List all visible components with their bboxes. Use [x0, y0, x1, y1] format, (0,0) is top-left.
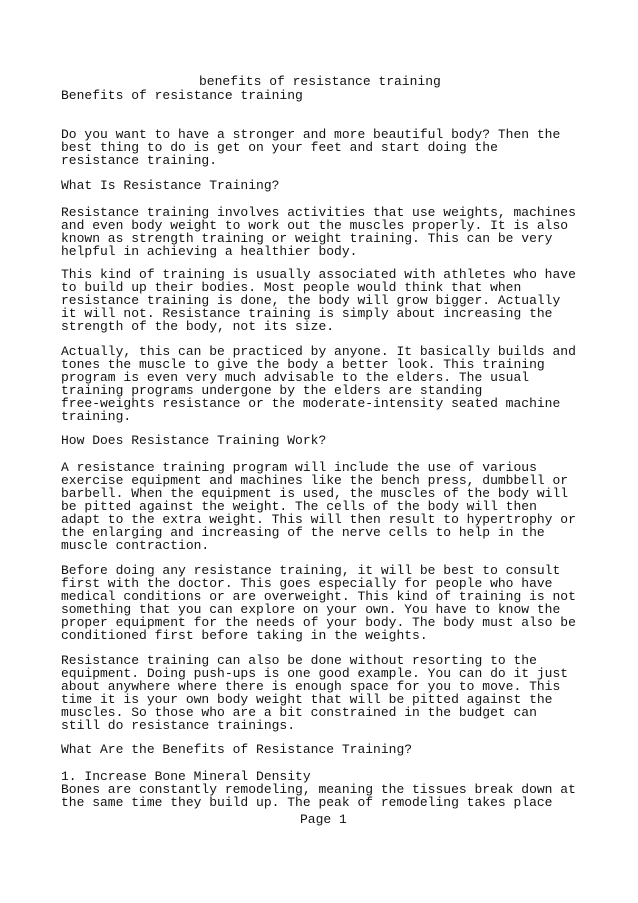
page-number: Page 1 [300, 812, 347, 827]
paragraph-line: resistance training is done, the body will grow bigger. Actually [61, 293, 561, 308]
paragraph-line: resistance training. [61, 153, 218, 168]
paragraph-line: the enlarging and increasing of the nerve cells to help in the [61, 525, 545, 540]
paragraph-line: helpful in achieving a healthier body. [61, 244, 358, 259]
paragraph-line: first with the doctor. This goes especially for people who have [61, 576, 553, 591]
paragraph-line: training programs undergone by the elders are standing [61, 383, 483, 398]
paragraph-line: This kind of training is usually associated with athletes who have [61, 267, 576, 282]
section-heading: How Does Resistance Training Work? [61, 433, 327, 448]
paragraph-line: best thing to do is get on your feet and start doing the [61, 140, 498, 155]
paragraph-line: adapt to the extra weight. This will then result to hypertrophy or [61, 512, 576, 527]
paragraph-line: tones the muscle to give the body a better look. This training [61, 357, 545, 372]
paragraph-line: Actually, this can be practiced by anyone. It basically builds and [61, 344, 576, 359]
paragraph-line: free-weights resistance or the moderate-intensity seated machine [61, 396, 561, 411]
paragraph-line: Resistance training can also be done without resorting to the [61, 653, 537, 668]
paragraph-line: conditioned first before taking in the weights. [61, 628, 428, 643]
paragraph-line: be pitted against the weight. The cells of the body will then [61, 499, 537, 514]
paragraph-line: known as strength training or weight training. This can be very [61, 231, 553, 246]
paragraph-line: exercise equipment and machines like the bench press, dumbbell or [61, 473, 569, 488]
paragraph-line: program is even very much advisable to the elders. The usual [61, 370, 530, 385]
paragraph-line: Bones are constantly remodeling, meaning the tissues break down at [61, 782, 576, 797]
paragraph-line: Before doing any resistance training, it will be best to consult [61, 563, 561, 578]
paragraph-line: proper equipment for the needs of your body. The body must also be [61, 615, 576, 630]
document-title: benefits of resistance training [199, 74, 441, 89]
section-heading: What Are the Benefits of Resistance Training? [61, 742, 413, 757]
paragraph-line: something that you can explore on your own. You have to know the [61, 602, 561, 617]
paragraph-line: the same time they build up. The peak of remodeling takes place [61, 795, 553, 810]
paragraph-line: A resistance training program will include the use of various [61, 460, 537, 475]
document-heading: Benefits of resistance training [61, 88, 303, 103]
paragraph-line: Do you want to have a stronger and more beautiful body? Then the [61, 127, 561, 142]
paragraph-line: training. [61, 409, 132, 424]
paragraph-line: equipment. Doing push-ups is one good example. You can do it just [61, 666, 569, 681]
paragraph-line: it will not. Resistance training is simply about increasing the [61, 306, 553, 321]
numbered-heading: 1. Increase Bone Mineral Density [61, 769, 311, 784]
paragraph-line: barbell. When the equipment is used, the muscles of the body will [61, 486, 569, 501]
paragraph-line: muscle contraction. [61, 538, 210, 553]
paragraph-line: Resistance training involves activities that use weights, machines [61, 205, 576, 220]
paragraph-line: medical conditions or are overweight. This kind of training is not [61, 589, 576, 604]
paragraph-line: muscles. So those who are a bit constrained in the budget can [61, 705, 537, 720]
paragraph-line: about anywhere where there is enough space for you to move. This [61, 679, 561, 694]
paragraph-line: and even body weight to work out the muscles properly. It is also [61, 218, 569, 233]
paragraph-line: still do resistance trainings. [61, 718, 296, 733]
paragraph-line: to build up their bodies. Most people would think that when [61, 280, 522, 295]
paragraph-line: strength of the body, not its size. [61, 319, 335, 334]
section-heading: What Is Resistance Training? [61, 178, 280, 193]
paragraph-line: time it is your own body weight that will be pitted against the [61, 692, 553, 707]
